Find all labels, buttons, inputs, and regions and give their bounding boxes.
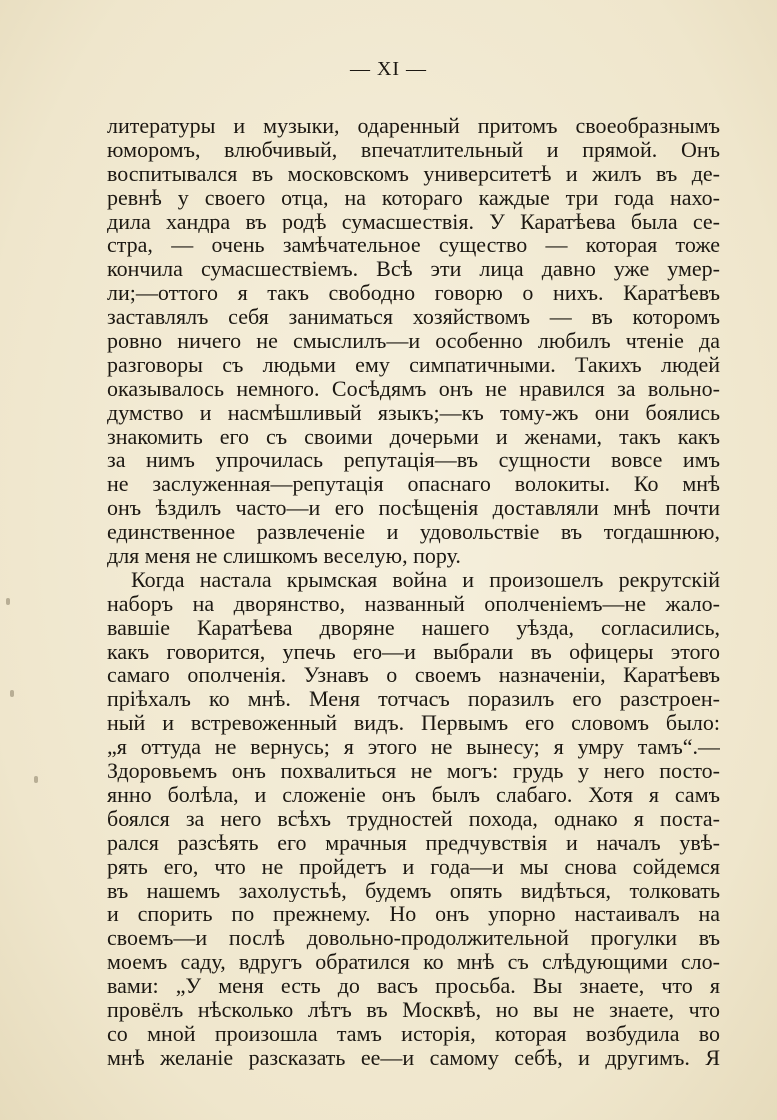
- page-number: — XI —: [349, 58, 428, 80]
- text-line: рался разсѣять его мрачныя предчувствія и началъ увѣ-: [107, 830, 720, 855]
- text-line: ный и встревоженный видъ. Первымъ его словомъ было:: [107, 711, 720, 736]
- text-line: Здоровьемъ онъ похвалиться не могъ: грудь у него посто-: [107, 759, 720, 783]
- text-line: думство и насмѣшливый языкъ;—къ тому-жъ они боялись: [107, 400, 720, 425]
- text-line: литературы и музыки, одаренный притомъ своеобразнымъ: [107, 114, 720, 138]
- text-line: воспитывался въ московскомъ университетѣ и жилъ въ де-: [107, 161, 720, 186]
- text-line: юморомъ, влюбчивый, впечатлительный и прямой. Онъ: [107, 137, 720, 162]
- text-line: разговоры съ людьми ему симпатичными. Такихъ людей: [107, 352, 720, 377]
- text-line: дила хандра въ родѣ сумасшествія. У Каратѣева была се-: [107, 209, 720, 234]
- text-line: со мной произошла тамъ исторія, которая возбудила во: [107, 1021, 720, 1046]
- text-line: вами: „У меня есть до васъ просьба. Вы знаете, что я: [107, 974, 720, 998]
- text-line: единственное развлеченіе и удовольствіе въ тогдашнюю,: [107, 520, 720, 545]
- text-line: ровно ничего не смыслилъ—и особенно любилъ чтеніе да: [107, 329, 720, 353]
- paragraph: [107, 114, 720, 568]
- text-line: Когда настала крымская война и произошелъ рекрутскій: [131, 567, 720, 592]
- text-line: и спорить по прежнему. Но онъ упорно настаивалъ на: [107, 902, 720, 927]
- paper-speck: [6, 598, 10, 605]
- text-line: кончила сумасшествіемъ. Всѣ эти лица давно уже умер-: [107, 257, 720, 282]
- text-line: знакомить его съ своими дочерьми и женами, такъ какъ: [107, 424, 720, 449]
- text-line: какъ говорится, упечь его—и выбрали въ офицеры этого: [107, 639, 720, 664]
- text-line: ли;—оттого я такъ свободно говорю о нихъ. Каратѣевъ: [107, 281, 720, 306]
- text-line: стра, — очень замѣчательное существо — которая тоже: [107, 233, 720, 258]
- text-line: моемъ саду, вдругъ обратился ко мнѣ съ слѣдующими сло-: [107, 950, 720, 975]
- text-line: оказывалось немного. Сосѣдямъ онъ не нравился за вольно-: [107, 376, 720, 401]
- text-line: пріѣхалъ ко мнѣ. Меня тотчасъ поразилъ его разстроен-: [107, 687, 720, 712]
- text-line: боялся за него всѣхъ трудностей похода, однако я поста-: [107, 806, 720, 831]
- paper-speck: [34, 776, 38, 783]
- text-line: провёлъ нѣсколько лѣтъ въ Москвѣ, но вы не знаете, что: [107, 997, 720, 1022]
- text-line: онъ ѣздилъ часто—и его посѣщенія доставляли мнѣ почти: [107, 496, 720, 521]
- paper-speck: [10, 690, 14, 697]
- text-line: не заслуженная—репутація опаснаго волокиты. Ко мнѣ: [107, 472, 720, 497]
- text-line: самаго ополченія. Узнавъ о своемъ назначеніи, Каратѣевъ: [107, 663, 720, 688]
- paragraph: [107, 568, 720, 1070]
- text-line: заставлялъ себя заниматься хозяйствомъ — въ которомъ: [107, 305, 720, 330]
- text-line: наборъ на дворянство, названный ополченіемъ—не жало-: [107, 591, 720, 616]
- text-line: за нимъ упрочилась репутація—въ сущности вовсе имъ: [107, 448, 720, 473]
- text-line: рять его, что не пройдетъ и года—и мы снова сойдемся: [107, 854, 720, 879]
- text-line: для меня не слишкомъ веселую, пору.: [107, 544, 461, 568]
- text-line: янно болѣла, и сложеніе онъ былъ слабаго. Хотя я самъ: [107, 782, 720, 807]
- text-line: своемъ—и послѣ довольно-продолжительной прогулки въ: [107, 926, 720, 951]
- text-line: ревнѣ у своего отца, на котораго каждые три года нахо-: [107, 185, 720, 210]
- text-line: мнѣ желаніе разсказать ее—и самому себѣ, и другимъ. Я: [107, 1045, 720, 1070]
- text-line: вавшіе Каратѣева дворяне нашего уѣзда, согласились,: [107, 615, 720, 640]
- body-text: [107, 114, 720, 1070]
- text-line: „я оттуда не вернусь; я этого не вынесу; я умру тамъ“.—: [107, 735, 720, 760]
- text-line: въ нашемъ захолустьѣ, будемъ опять видѣться, толковать: [107, 878, 720, 903]
